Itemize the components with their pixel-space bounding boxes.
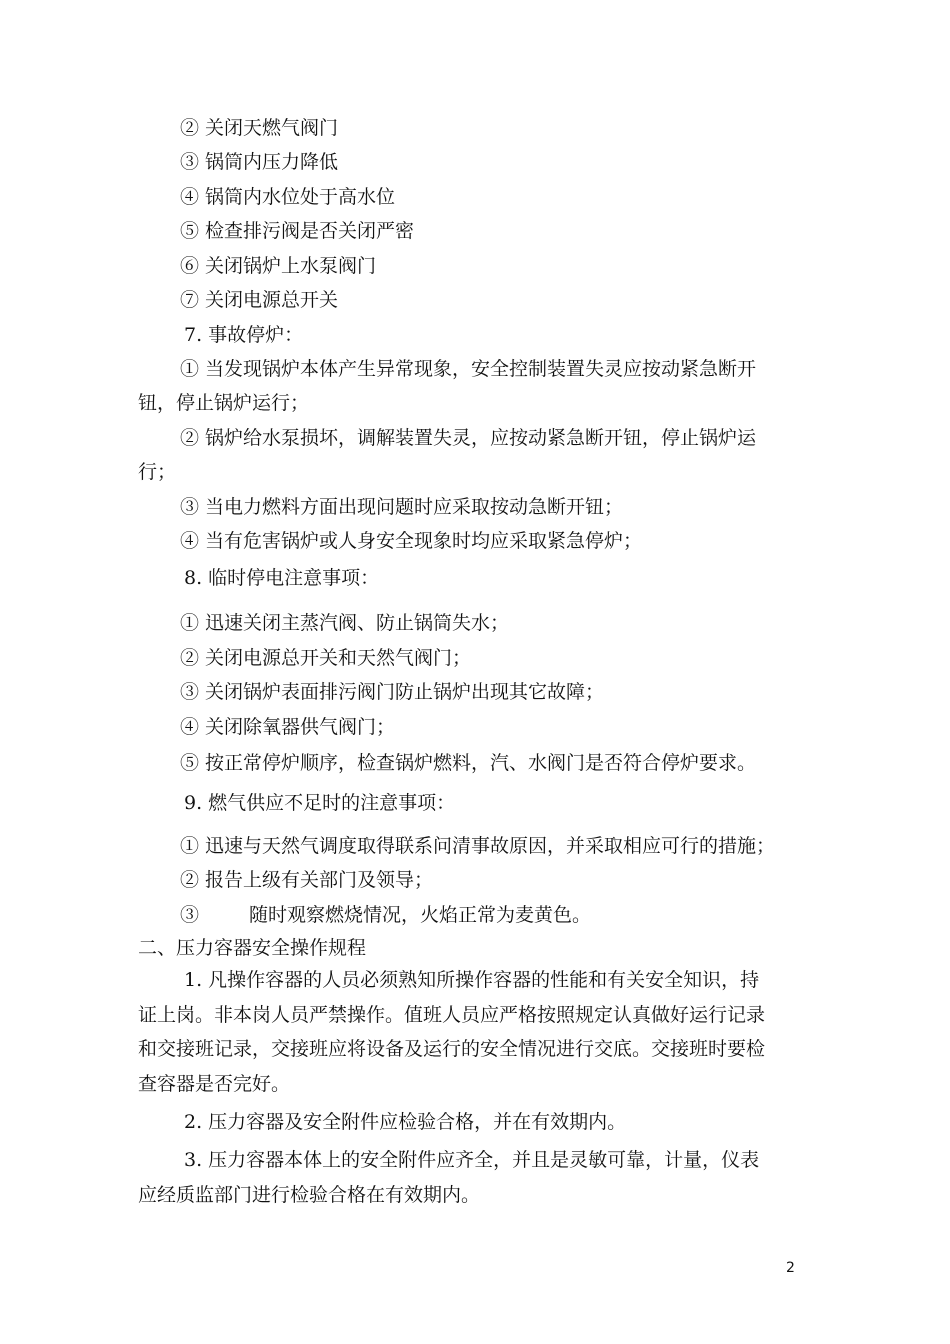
list-item: ④ 锅筒内水位处于高水位	[180, 186, 396, 208]
paragraph-line: 查容器是否完好。	[138, 1073, 291, 1095]
section-heading: 8. 临时停电注意事项：	[184, 567, 380, 589]
list-item: ① 迅速与天然气调度取得联系问清事故原因，并采取相应可行的措施；	[180, 835, 776, 857]
list-item: ② 锅炉给水泵损坏，调解装置失灵，应按动紧急断开钮，停止锅炉运	[180, 427, 757, 449]
section-heading: 9. 燃气供应不足时的注意事项：	[184, 792, 456, 814]
paragraph-line: 证上岗。非本岗人员严禁操作。值班人员应严格按照规定认真做好运行记录	[138, 1004, 766, 1026]
list-item: ⑤ 按正常停炉顺序，检查锅炉燃料，汽、水阀门是否符合停炉要求。	[180, 752, 757, 774]
list-item: ③ 随时观察燃烧情况，火焰正常为麦黄色。	[180, 904, 592, 926]
paragraph-line: 2. 压力容器及安全附件应检验合格，并在有效期内。	[184, 1111, 627, 1133]
page-number: 2	[786, 1260, 795, 1276]
list-item: ② 关闭电源总开关和天然气阀门；	[180, 647, 472, 669]
paragraph-line: 和交接班记录，交接班应将设备及运行的安全情况进行交底。交接班时要检	[138, 1038, 766, 1060]
list-item: ② 关闭天燃气阀门	[180, 117, 339, 139]
list-item-continuation: 行；	[138, 461, 177, 483]
section-heading: 7. 事故停炉：	[184, 324, 304, 346]
list-item: ③ 当电力燃料方面出现问题时应采取按动急断开钮；	[180, 496, 624, 518]
list-item: ④ 当有危害锅炉或人身安全现象时均应采取紧急停炉；	[180, 530, 643, 552]
list-item-continuation: 钮，停止锅炉运行；	[138, 392, 310, 414]
list-item: ③ 锅筒内压力降低	[180, 151, 339, 173]
list-item: ⑦ 关闭电源总开关	[180, 289, 339, 311]
paragraph-line: 3. 压力容器本体上的安全附件应齐全，并且是灵敏可靠，计量，仪表	[184, 1149, 760, 1171]
list-item: ④ 关闭除氧器供气阀门；	[180, 716, 396, 738]
list-item: ① 当发现锅炉本体产生异常现象，安全控制装置失灵应按动紧急断开	[180, 358, 757, 380]
list-item: ⑥ 关闭锅炉上水泵阀门	[180, 255, 377, 277]
list-item: ③ 关闭锅炉表面排污阀门防止锅炉出现其它故障；	[180, 681, 605, 703]
list-item: ⑤ 检查排污阀是否关闭严密	[180, 220, 415, 242]
paragraph-line: 1. 凡操作容器的人员必须熟知所操作容器的性能和有关安全知识，持	[184, 969, 760, 991]
chapter-heading: 二、压力容器安全操作规程	[138, 937, 367, 959]
list-item: ① 迅速关闭主蒸汽阀、防止锅筒失水；	[180, 612, 510, 634]
list-item: ② 报告上级有关部门及领导；	[180, 869, 434, 891]
paragraph-line: 应经质监部门进行检验合格在有效期内。	[138, 1184, 481, 1206]
